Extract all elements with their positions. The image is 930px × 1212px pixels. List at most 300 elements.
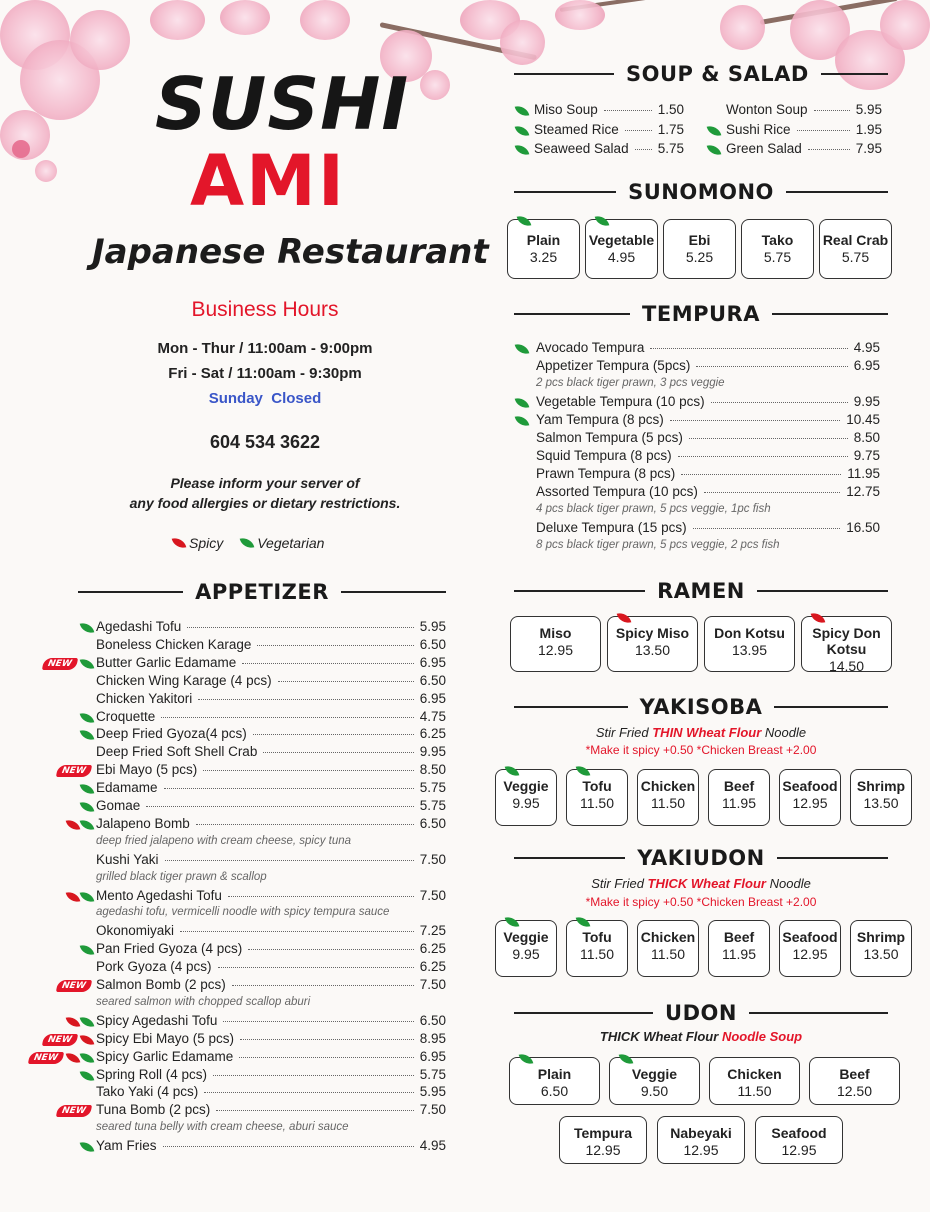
tempura-item	[536, 448, 880, 463]
box-name: Plain	[537, 1066, 572, 1082]
appetizer-item	[96, 923, 446, 938]
box-name: Chicken	[640, 929, 696, 945]
appetizer-item	[96, 637, 446, 652]
legend	[173, 535, 324, 551]
appetizer-item	[96, 762, 446, 777]
dot-leader	[689, 438, 848, 439]
menu-box[interactable]	[709, 1057, 800, 1105]
item-name: Pan Fried Gyoza (4 pcs)	[96, 941, 243, 957]
appetizer-item	[96, 709, 446, 724]
item-description: seared salmon with chopped scallop aburi	[96, 995, 311, 1008]
item-name: Seaweed Salad	[534, 141, 629, 156]
item-price: 5.75	[657, 141, 684, 156]
new-badge: NEW	[42, 658, 78, 670]
item-description: 4 pcs black tiger prawn, 5 pcs veggie, 1pc fish	[536, 503, 771, 515]
yakisoba-heading: YAKISOBA	[514, 695, 888, 719]
logo-ami: AMI	[190, 140, 346, 222]
box-name: Real Crab	[822, 232, 889, 248]
item-price: 6.50	[419, 636, 446, 652]
box-name: Beef	[723, 929, 755, 945]
item-name: Boneless Chicken Karage	[96, 636, 252, 652]
green-leaf-icon	[80, 818, 95, 833]
legend-spicy: Spicy	[189, 535, 224, 551]
item-price: 9.75	[853, 448, 880, 463]
dot-leader	[704, 492, 840, 493]
new-badge: NEW	[28, 1052, 64, 1064]
soup-salad-item	[534, 102, 684, 117]
soup-salad-item	[726, 122, 882, 137]
dot-leader	[216, 1110, 413, 1111]
green-leaf-icon	[505, 915, 520, 930]
yakisoba-extras: *Make it spicy +0.50 *Chicken Breast +2.00	[585, 743, 817, 757]
green-leaf-icon	[515, 143, 530, 158]
item-price: 7.50	[419, 977, 446, 992]
item-price: 6.25	[419, 726, 446, 742]
menu-box[interactable]	[741, 219, 814, 279]
item-price: 6.50	[419, 815, 446, 831]
box-name: Beef	[839, 1066, 870, 1082]
menu-box[interactable]	[801, 616, 892, 675]
hours-closed	[0, 390, 530, 407]
box-name: Chicken	[727, 1066, 782, 1082]
hours-title: Business Hours	[191, 298, 339, 321]
item-icons	[57, 765, 93, 777]
dot-leader	[161, 717, 413, 718]
item-description: deep fried jalapeno with cream cheese, spicy tuna	[96, 834, 352, 847]
menu-box[interactable]	[779, 769, 841, 826]
item-price: 6.25	[419, 959, 446, 975]
menu-box[interactable]	[509, 1057, 600, 1105]
item-name: Prawn Tempura (8 pcs)	[536, 466, 676, 481]
tempura-item	[536, 394, 880, 409]
box-name: Shrimp	[856, 929, 906, 945]
dot-leader	[650, 348, 847, 349]
box-price: 11.50	[651, 795, 685, 812]
menu-box[interactable]	[585, 219, 658, 279]
soup-salad-heading: SOUP & SALAD	[514, 62, 888, 86]
green-leaf-icon	[80, 782, 95, 797]
item-icons	[81, 622, 93, 634]
item-price: 5.75	[419, 798, 446, 813]
appetizer-item	[96, 816, 446, 831]
allergy-note-line2: any food allergies or dietary restrictions.	[129, 495, 401, 511]
box-price: 12.50	[836, 1083, 873, 1100]
green-leaf-icon	[515, 414, 530, 429]
menu-box[interactable]	[850, 769, 912, 826]
tempura-item	[536, 358, 880, 373]
dot-leader	[228, 896, 414, 897]
appetizer-item	[96, 888, 446, 903]
item-price: 1.75	[657, 121, 684, 137]
box-price: 5.75	[763, 249, 792, 266]
item-name: Miso Soup	[534, 102, 598, 117]
appetizer-item	[96, 619, 446, 634]
item-name: Sushi Rice	[726, 121, 791, 137]
menu-box[interactable]	[708, 920, 770, 977]
green-leaf-icon	[519, 1052, 534, 1067]
appetizer-item	[96, 655, 446, 670]
dot-leader	[204, 1092, 413, 1093]
dot-leader	[180, 931, 414, 932]
allergy-note-line1: Please inform your server of	[170, 475, 360, 491]
dot-leader	[223, 1021, 413, 1022]
box-price: 14.50	[828, 658, 865, 675]
item-price: 8.50	[853, 430, 880, 445]
green-leaf-icon	[80, 710, 95, 725]
item-price: 6.50	[419, 672, 446, 688]
box-price: 5.75	[841, 249, 870, 266]
restaurant-subtitle: Japanese Restaurant	[92, 232, 489, 272]
green-leaf-icon	[80, 800, 95, 815]
appetizer-item	[96, 852, 446, 867]
item-name: Deluxe Tempura (15 pcs)	[536, 520, 687, 535]
item-price: 1.50	[657, 102, 684, 117]
item-price: 4.95	[419, 1138, 446, 1154]
box-name: Chicken	[640, 778, 696, 794]
appetizer-item	[96, 1031, 446, 1046]
green-leaf-icon	[515, 104, 530, 119]
box-name: Beef	[723, 778, 755, 794]
box-price: 12.95	[792, 946, 828, 963]
udon-note: THICK Wheat Flour Noodle Soup	[599, 1029, 803, 1044]
dot-leader	[278, 681, 414, 682]
phone-number[interactable]: 604 534 3622	[209, 432, 321, 452]
item-name: Salmon Bomb (2 pcs)	[96, 977, 226, 992]
item-name: Deep Fried Gyoza(4 pcs)	[96, 726, 247, 742]
item-name: Mento Agedashi Tofu	[96, 887, 222, 903]
menu-box[interactable]	[495, 769, 557, 826]
appetizer-item	[96, 1084, 446, 1099]
box-name: Miso	[539, 625, 572, 641]
box-price: 11.95	[722, 795, 756, 812]
item-name: Spring Roll (4 pcs)	[96, 1066, 208, 1082]
item-description: 8 pcs black tiger prawn, 5 pcs veggie, 2 pcs fish	[536, 539, 780, 551]
item-price: 7.50	[419, 851, 446, 867]
item-price: 1.95	[855, 121, 882, 137]
box-name: Tempura	[573, 1125, 633, 1141]
dot-leader	[678, 456, 848, 457]
box-name: Veggie	[503, 778, 549, 794]
item-price: 7.50	[419, 1102, 446, 1118]
box-name: Tako	[761, 232, 794, 248]
yakisoba-note: Stir Fried THIN Wheat Flour Noodle	[595, 725, 807, 740]
item-price: 6.95	[853, 358, 880, 373]
menu-box[interactable]	[566, 920, 628, 977]
item-icons	[29, 1052, 93, 1064]
item-price: 4.75	[419, 708, 446, 724]
box-name: Don Kotsu	[714, 625, 785, 641]
item-description: seared tuna belly with cream cheese, aburi sauce	[96, 1121, 349, 1134]
yakiudon-note: Stir Fried THICK Wheat Flour Noodle	[591, 876, 811, 891]
green-leaf-icon	[517, 214, 532, 229]
appetizer-item	[96, 1067, 446, 1082]
menu-box[interactable]	[607, 616, 698, 672]
green-leaf-icon	[80, 1140, 95, 1155]
soup-salad-item	[726, 102, 882, 117]
item-price: 8.95	[419, 1030, 446, 1046]
menu-box[interactable]	[819, 219, 892, 279]
dot-leader	[253, 734, 414, 735]
box-price: 13.95	[731, 642, 768, 659]
item-price: 7.95	[855, 141, 882, 156]
menu-box[interactable]	[663, 219, 736, 279]
box-price: 12.95	[537, 642, 574, 659]
item-name: Deep Fried Soft Shell Crab	[96, 744, 258, 760]
item-icons	[57, 1105, 93, 1117]
box-price: 6.50	[540, 1083, 569, 1100]
menu-box[interactable]	[637, 769, 699, 826]
box-price: 11.50	[580, 946, 614, 963]
item-name: Chicken Yakitori	[96, 690, 193, 706]
dot-leader	[681, 474, 841, 475]
appetizer-item	[96, 744, 446, 759]
menu-box[interactable]	[708, 769, 770, 826]
menu-box[interactable]	[850, 920, 912, 977]
item-icons	[81, 712, 93, 724]
box-name: Nabeyaki	[670, 1125, 732, 1141]
appetizer-item	[96, 798, 446, 813]
item-description: grilled black tiger prawn & scallop	[96, 870, 267, 883]
dot-leader	[814, 110, 850, 111]
item-name: Squid Tempura (8 pcs)	[536, 448, 672, 463]
dot-leader	[670, 420, 840, 421]
hours-weekend: Fri - Sat / 11:00am - 9:30pm	[168, 365, 362, 382]
menu-box[interactable]	[609, 1057, 700, 1105]
tempura-item	[536, 520, 880, 535]
dot-leader	[196, 824, 414, 825]
box-name: Veggie	[503, 929, 549, 945]
chili-leaf-icon	[811, 611, 826, 626]
closed-day: Sunday	[208, 390, 263, 407]
menu-box[interactable]	[495, 920, 557, 977]
appetizer-item	[96, 1102, 446, 1117]
item-name: Kushi Yaki	[96, 851, 159, 867]
green-leaf-icon	[707, 123, 722, 138]
appetizer-item	[96, 1013, 446, 1028]
dot-leader	[797, 130, 850, 131]
item-name: Wonton Soup	[726, 102, 808, 117]
box-name: Shrimp	[856, 778, 906, 794]
item-description: agedashi tofu, vermicelli noodle with spicy tempura sauce	[96, 906, 390, 919]
item-price: 6.50	[419, 1012, 446, 1028]
item-price: 9.95	[853, 394, 880, 409]
new-badge: NEW	[42, 1034, 78, 1046]
green-leaf-icon	[595, 214, 610, 229]
chili-leaf-icon	[66, 818, 81, 833]
dot-leader	[693, 528, 841, 529]
appetizer-item	[96, 691, 446, 706]
soup-salad-item	[726, 141, 882, 156]
item-icons	[81, 1070, 93, 1082]
chili-leaf-icon	[66, 1050, 81, 1065]
tempura-item	[536, 340, 880, 355]
box-price: 12.95	[781, 1142, 817, 1159]
box-name: Plain	[526, 232, 561, 248]
menu-box[interactable]	[566, 769, 628, 826]
tempura-item	[536, 484, 880, 499]
item-price: 5.95	[419, 619, 446, 634]
box-price: 12.95	[683, 1142, 719, 1159]
box-price: 12.95	[792, 795, 828, 812]
tempura-item	[536, 430, 880, 445]
box-name: Tofu	[582, 778, 612, 794]
dot-leader	[635, 149, 652, 150]
dot-leader	[239, 1057, 413, 1058]
tempura-heading: TEMPURA	[514, 302, 888, 326]
item-name: Spicy Ebi Mayo (5 pcs)	[96, 1030, 235, 1046]
box-price: 13.50	[634, 642, 671, 659]
green-leaf-icon	[707, 143, 722, 158]
green-leaf-icon	[576, 915, 591, 930]
item-name: Spicy Agedashi Tofu	[96, 1012, 218, 1028]
dot-leader	[711, 402, 848, 403]
item-price: 6.25	[419, 941, 446, 957]
item-price: 7.25	[419, 923, 446, 939]
yakiudon-extras: *Make it spicy +0.50 *Chicken Breast +2.00	[585, 895, 817, 909]
dot-leader	[242, 663, 413, 664]
box-price: 9.50	[640, 1083, 669, 1100]
dot-leader	[198, 699, 413, 700]
item-description: 2 pcs black tiger prawn, 3 pcs veggie	[536, 377, 725, 389]
item-name: Green Salad	[726, 141, 802, 156]
dot-leader	[248, 949, 413, 950]
item-name: Tuna Bomb (2 pcs)	[96, 1102, 211, 1118]
box-name: Vegetable	[588, 232, 655, 248]
menu-box[interactable]	[510, 616, 601, 672]
dot-leader	[203, 770, 413, 771]
item-icons	[43, 1034, 93, 1046]
dot-leader	[164, 788, 414, 789]
box-name: Spicy Miso	[615, 625, 690, 641]
tempura-item	[536, 412, 880, 427]
appetizer-item	[96, 726, 446, 741]
box-name: Veggie	[631, 1066, 678, 1082]
chili-leaf-icon	[617, 611, 632, 626]
green-leaf-icon	[515, 123, 530, 138]
item-icons	[81, 783, 93, 795]
item-name: Agedashi Tofu	[96, 619, 182, 634]
item-price: 5.75	[419, 1066, 446, 1082]
item-name: Appetizer Tempura (5pcs)	[536, 358, 691, 373]
item-price: 4.95	[853, 340, 880, 355]
menu-box[interactable]	[704, 616, 795, 672]
tempura-item	[536, 466, 880, 481]
dot-leader	[808, 149, 850, 150]
green-leaf-icon	[515, 396, 530, 411]
box-price: 13.50	[863, 946, 899, 963]
dot-leader	[625, 130, 652, 131]
menu-box[interactable]	[779, 920, 841, 977]
dot-leader	[232, 985, 414, 986]
box-name: Ebi	[688, 232, 711, 248]
soup-salad-item	[534, 141, 684, 156]
appetizer-item	[96, 780, 446, 795]
item-price: 7.50	[419, 887, 446, 903]
menu-box[interactable]	[507, 219, 580, 279]
box-price: 11.95	[722, 946, 756, 963]
dot-leader	[263, 752, 413, 753]
new-badge: NEW	[56, 980, 92, 992]
menu-box[interactable]	[755, 1116, 843, 1164]
yakiudon-heading: YAKIUDON	[514, 846, 888, 870]
box-price: 12.95	[585, 1142, 621, 1159]
item-name: Vegetable Tempura (10 pcs)	[536, 394, 705, 409]
item-icons	[81, 801, 93, 813]
box-price: 13.50	[863, 795, 899, 812]
item-name: Yam Tempura (8 pcs)	[536, 412, 664, 427]
menu-box[interactable]	[559, 1116, 647, 1164]
item-name: Salmon Tempura (5 pcs)	[536, 430, 683, 445]
item-name: Gomae	[96, 798, 141, 813]
box-price: 11.50	[651, 946, 685, 963]
udon-heading: UDON	[514, 1001, 888, 1025]
item-name: Pork Gyoza (4 pcs)	[96, 959, 212, 975]
item-price: 5.95	[855, 102, 882, 117]
sunomono-heading: SUNOMONO	[514, 180, 888, 204]
item-price: 16.50	[846, 520, 880, 535]
box-name: Seafood	[782, 929, 838, 945]
dot-leader	[218, 967, 414, 968]
green-leaf-icon	[80, 1014, 95, 1029]
item-name: Avocado Tempura	[536, 340, 645, 355]
dot-leader	[604, 110, 652, 111]
box-price: 3.25	[529, 249, 558, 266]
item-price: 9.95	[419, 744, 446, 760]
box-price: 9.95	[512, 795, 540, 812]
item-name: Croquette	[96, 708, 156, 724]
item-price: 5.95	[419, 1084, 446, 1100]
closed-label: Closed	[271, 390, 322, 407]
item-name: Chicken Wing Karage (4 pcs)	[96, 672, 272, 688]
chili-leaf-icon	[66, 1014, 81, 1029]
item-price: 11.95	[847, 466, 880, 481]
box-price: 9.95	[512, 946, 540, 963]
item-price: 6.95	[419, 654, 446, 670]
item-icons	[43, 658, 93, 670]
item-icons	[67, 819, 93, 831]
box-name: Tofu	[582, 929, 612, 945]
dot-leader	[213, 1075, 414, 1076]
green-leaf-icon	[80, 1068, 95, 1083]
box-name: Seafood	[771, 1125, 827, 1141]
green-leaf-icon	[80, 728, 95, 743]
item-price: 10.45	[846, 412, 880, 427]
green-leaf-icon	[80, 943, 95, 958]
green-leaf-icon	[80, 889, 95, 904]
item-icons	[67, 1016, 93, 1028]
item-name: Assorted Tempura (10 pcs)	[536, 484, 698, 499]
new-badge: NEW	[56, 1105, 92, 1117]
item-icons	[57, 980, 93, 992]
soup-salad-item	[534, 122, 684, 137]
menu-box[interactable]	[809, 1057, 900, 1105]
green-leaf-icon	[515, 342, 530, 357]
item-name: Butter Garlic Edamame	[96, 654, 237, 670]
menu-box[interactable]	[657, 1116, 745, 1164]
item-name: Jalapeno Bomb	[96, 815, 190, 831]
item-icons	[81, 729, 93, 741]
chili-leaf-icon	[172, 536, 187, 551]
green-leaf-icon	[80, 656, 95, 671]
box-name: Spicy Don Kotsu	[812, 625, 881, 658]
green-leaf-icon	[576, 764, 591, 779]
item-icons	[67, 891, 93, 903]
logo-sushi: SUSHI	[155, 62, 410, 146]
item-price: 8.50	[419, 762, 446, 778]
appetizer-item	[96, 941, 446, 956]
menu-box[interactable]	[637, 920, 699, 977]
dot-leader	[257, 645, 413, 646]
